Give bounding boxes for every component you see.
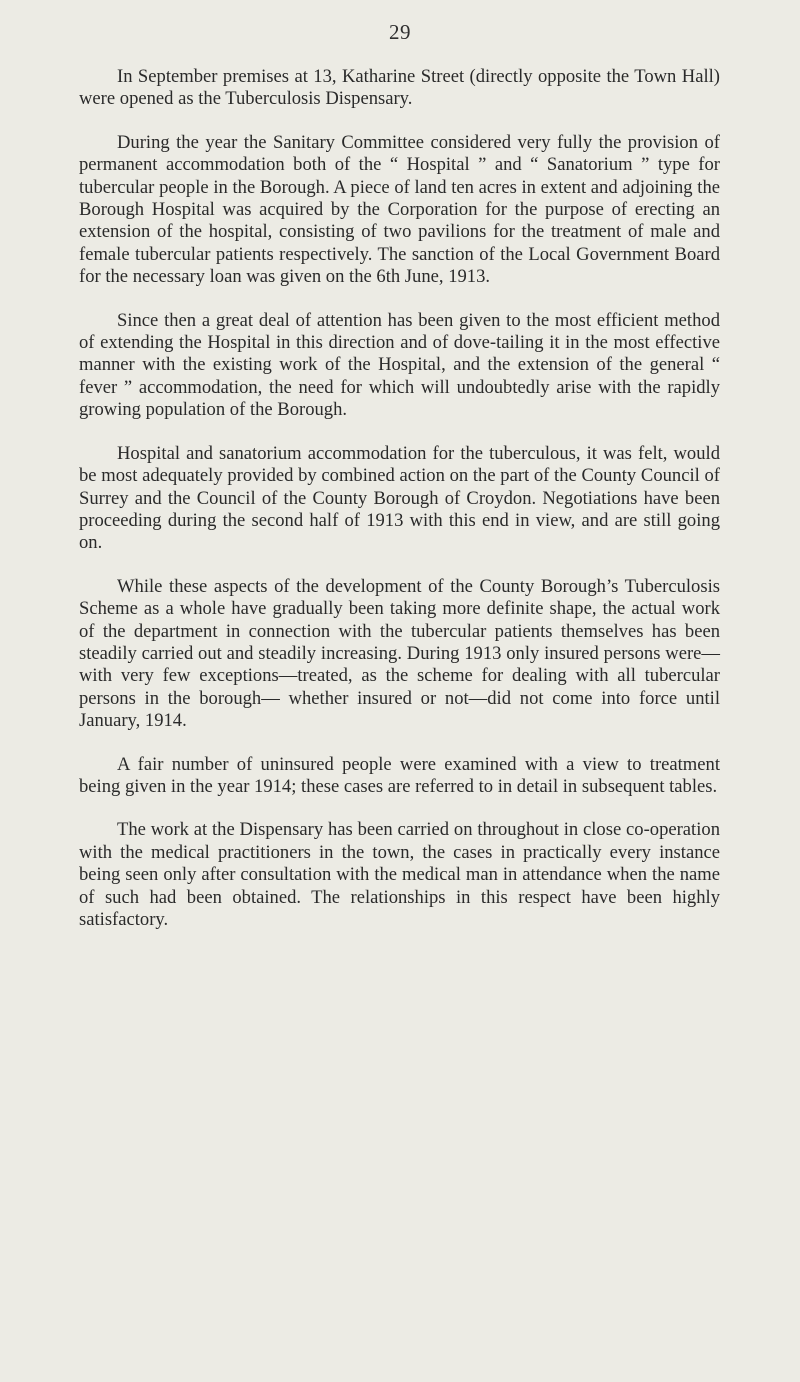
paragraph-scheme-development: While these aspects of the development of the County Borough’s Tuberculosis Scheme as a whole have gradually been taking more definite shape, the actual work of the department in connection with the tubercular patients themselves has been steadily carried out and steadily increasing. During 1913 only insured persons were—with very few exceptions—treated, as the scheme for dealing with all tubercular persons in the borough— whether insured or not—did not come into force until January, 1914.	[79, 575, 720, 732]
paragraph-permanent-accommodation: During the year the Sanitary Committee considered very fully the provision of permanent accommodation both of the “ Hospital ” and “ Sanatorium ” type for tubercular people in the Borough. A piece of land ten acres in extent and adjoining the Borough Hospital was acquired by the Corporation for the purpose of erecting an extension of the hospital, consisting of two pavilions for the treatment of male and female tubercular patients respectively. The sanction of the Local Government Board for the necessary loan was given on the 6th June, 1913.	[79, 131, 720, 288]
paragraph-uninsured-people: A fair number of uninsured people were examined with a view to treatment being given in the year 1914; these cases are referred to in detail in subsequent tables.	[79, 753, 720, 797]
body-text	[79, 66, 720, 952]
paragraph-hospital-extension: Since then a great deal of attention has been given to the most efficient method of extending the Hospital in this direction and of dove-tailing it in the most effective manner with the existing work of the Hospital, and the extension of the general “ fever ” accommodation, the need for which will undoubtedly arise with the rapidly growing population of the Borough.	[79, 309, 720, 421]
paragraph-combined-action: Hospital and sanatorium accommodation for the tuberculous, it was felt, would be most adequately provided by combined action on the part of the County Council of Surrey and the Council of the County Borough of Croydon. Negotiations have been proceeding during the second half of 1913 with this end in view, and are still going on.	[79, 442, 720, 554]
paragraph-dispensary-work: The work at the Dispensary has been carried on throughout in close co-operation with the medical practitioners in the town, the cases in practically every instance being seen only after consultation with the medical man in attendance when the name of such had been obtained. The relationships in this respect have been highly satisfactory.	[79, 819, 720, 930]
paragraph-dispensary-opening: In September premises at 13, Katharine Street (directly opposite the Town Hall) were opened as the Tuberculosis Dispensary.	[79, 66, 720, 110]
page-number: 29	[389, 20, 411, 44]
